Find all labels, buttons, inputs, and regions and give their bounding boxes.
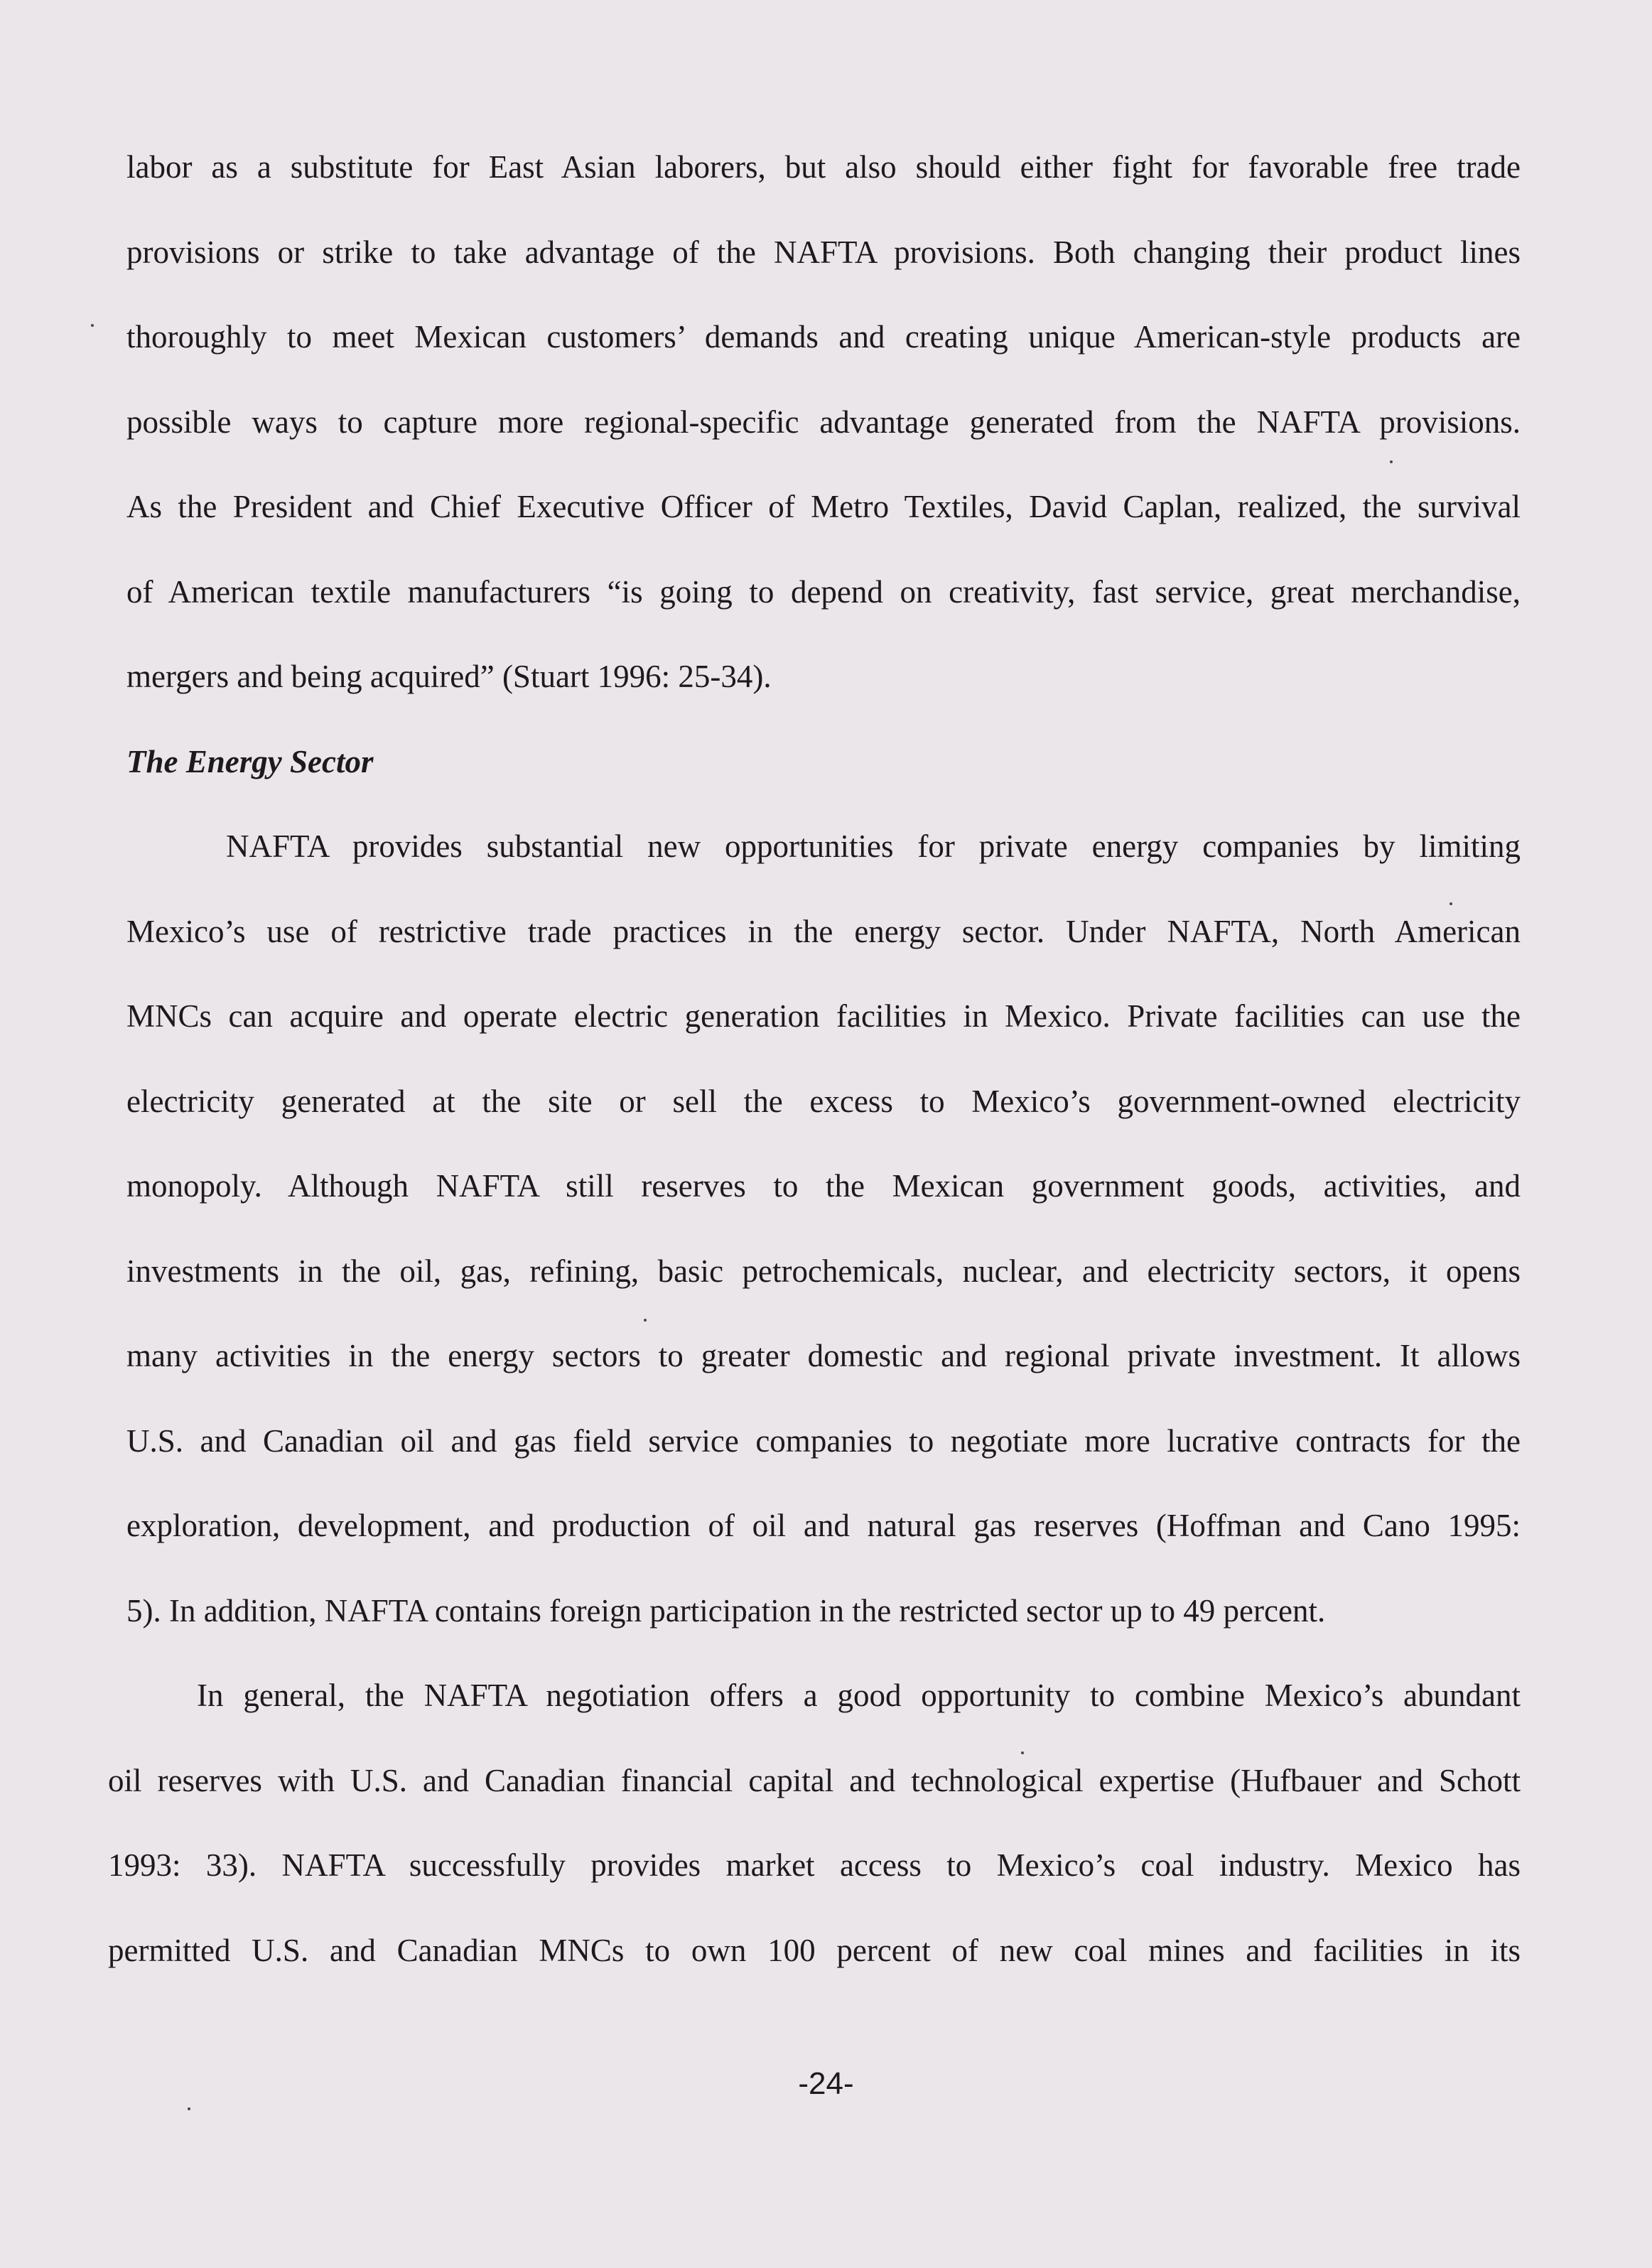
paragraph-line: NAFTA provides substantial new opportunities for private energy companies by limiting xyxy=(226,828,1521,864)
paragraph-line: exploration, development, and production of oil and natural gas reserves (Hoffman and Cano 1995: xyxy=(126,1508,1521,1543)
paragraph-line: provisions or strike to take advantage of the NAFTA provisions. Both changing their product lines xyxy=(126,234,1521,270)
paragraph-1 xyxy=(126,146,1521,740)
paragraph-2 xyxy=(126,825,1521,1674)
paragraph-line: oil reserves with U.S. and Canadian financial capital and technological expertise (Hufbauer and Schott xyxy=(108,1762,1521,1798)
paragraph-line: MNCs can acquire and operate electric generation facilities in Mexico. Private facilities can use the xyxy=(126,998,1521,1034)
scan-speck xyxy=(644,1319,647,1322)
body-text xyxy=(108,146,1521,2014)
paragraph-line: labor as a substitute for East Asian laborers, but also should either fight for favorable free trade xyxy=(126,149,1521,185)
paragraph-line: of American textile manufacturers “is going to depend on creativity, fast service, great merchandise, xyxy=(126,573,1521,610)
scan-speck xyxy=(91,324,94,327)
scan-speck xyxy=(1449,902,1452,905)
paragraph-line: possible ways to capture more regional-specific advantage generated from the NAFTA provisions. xyxy=(126,404,1521,440)
scan-speck xyxy=(1021,1751,1024,1754)
paragraph-3 xyxy=(108,1674,1521,2014)
paragraph-line: 5). In addition, NAFTA contains foreign participation in the restricted sector up to 49 percent. xyxy=(126,1592,1326,1629)
paragraph-line: Mexico’s use of restrictive trade practices in the energy sector. Under NAFTA, North American xyxy=(126,913,1521,949)
scan-speck xyxy=(1390,460,1393,463)
scan-speck xyxy=(188,2107,190,2110)
paragraph-line: thoroughly to meet Mexican customers’ demands and creating unique American-style products are xyxy=(126,319,1521,355)
paragraph-line: investments in the oil, gas, refining, basic petrochemicals, nuclear, and electricity sectors, it opens xyxy=(126,1253,1521,1289)
paragraph-line: monopoly. Although NAFTA still reserves to the Mexican government goods, activities, and xyxy=(126,1168,1521,1204)
paragraph-line: mergers and being acquired” (Stuart 1996: 25-34). xyxy=(126,659,772,694)
paragraph-line: U.S. and Canadian oil and gas field service companies to negotiate more lucrative contracts for the xyxy=(126,1422,1521,1459)
section-heading: The Energy Sector xyxy=(126,743,374,779)
paragraph-line: As the President and Chief Executive Officer of Metro Textiles, David Caplan, realized, the survival xyxy=(126,489,1521,524)
paragraph-line: many activities in the energy sectors to greater domestic and regional private investment. It allows xyxy=(126,1338,1521,1373)
page-number: -24- xyxy=(798,2066,854,2101)
paragraph-line: permitted U.S. and Canadian MNCs to own 100 percent of new coal mines and facilities in its xyxy=(108,1932,1521,1968)
paragraph-line: 1993: 33). NAFTA successfully provides market access to Mexico’s coal industry. Mexico has xyxy=(108,1847,1521,1883)
paragraph-line: In general, the NAFTA negotiation offers a good opportunity to combine Mexico’s abundant xyxy=(197,1678,1521,1713)
paragraph-line: electricity generated at the site or sell the excess to Mexico’s government-owned electricity xyxy=(126,1083,1521,1119)
